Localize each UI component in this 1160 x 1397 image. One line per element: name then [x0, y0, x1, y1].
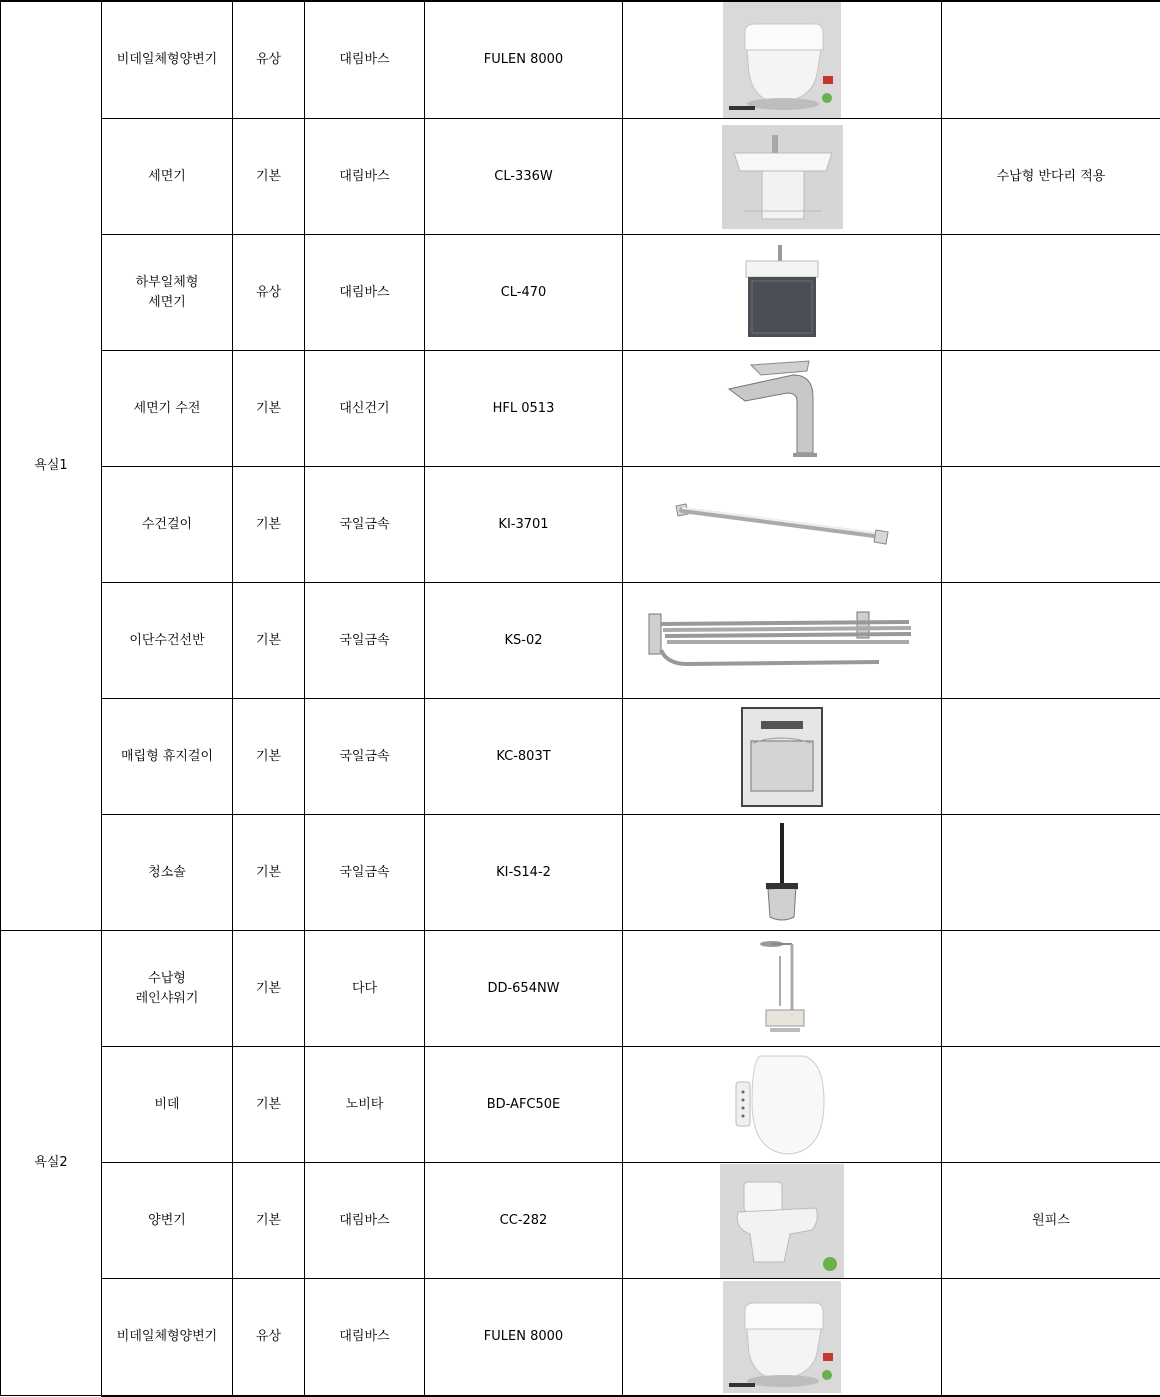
model-number: KS-02 — [504, 632, 543, 648]
note-cell — [942, 235, 1160, 351]
type-cell — [233, 1047, 305, 1163]
maker-cell — [305, 699, 425, 815]
vanity-cabinet-photo — [742, 241, 822, 345]
option-type: 기본 — [255, 864, 282, 880]
item-name: 비데 — [154, 1096, 180, 1112]
item-name: 청소솔 — [148, 864, 186, 880]
table-row — [1, 931, 1160, 1047]
item-name: 양변기 — [148, 1212, 186, 1228]
maker-cell — [305, 119, 425, 235]
model-number: CC-282 — [499, 1212, 548, 1228]
note-cell — [942, 931, 1160, 1047]
image-cell — [623, 1279, 942, 1396]
maker-cell — [305, 235, 425, 351]
model-cell — [425, 1, 623, 119]
option-type: 기본 — [255, 748, 282, 764]
note-cell — [942, 583, 1160, 699]
manufacturer: 대신건기 — [339, 400, 390, 416]
model-number: HFL 0513 — [492, 400, 555, 416]
manufacturer: 국일금속 — [339, 864, 390, 880]
manufacturer: 대림바스 — [339, 52, 390, 67]
maker-cell — [305, 1047, 425, 1163]
manufacturer: 국일금속 — [339, 632, 390, 648]
note-cell — [942, 699, 1160, 815]
maker-cell — [305, 351, 425, 467]
note-cell — [942, 815, 1160, 931]
room-name: 욕실2 — [34, 1155, 68, 1170]
toilet-brush-photo — [762, 821, 802, 925]
item-cell — [102, 1279, 233, 1396]
item-name: 비데일체형양변기 — [116, 1328, 218, 1344]
model-cell — [425, 815, 623, 931]
table-row — [1, 815, 1160, 931]
model-number: KI-S14-2 — [496, 864, 551, 880]
table-row — [1, 1047, 1160, 1163]
table-row — [1, 119, 1160, 235]
image-cell — [623, 351, 942, 467]
item-name: 세면기 — [148, 168, 186, 184]
image-cell — [623, 1, 942, 119]
option-type: 기본 — [255, 1096, 282, 1112]
manufacturer: 대림바스 — [339, 284, 390, 300]
type-cell — [233, 1163, 305, 1279]
model-number: FULEN 8000 — [483, 1328, 564, 1344]
image-cell — [623, 699, 942, 815]
room-cell — [1, 931, 102, 1396]
model-cell — [425, 467, 623, 583]
note-cell — [942, 351, 1160, 467]
model-number: KI-3701 — [498, 516, 549, 532]
maker-cell — [305, 467, 425, 583]
note-cell — [942, 1163, 1160, 1279]
item-name: 수건걸이 — [141, 516, 193, 532]
item-name: 비데일체형양변기 — [116, 52, 218, 67]
image-cell — [623, 583, 942, 699]
table-row — [1, 1, 1160, 119]
item-cell — [102, 699, 233, 815]
model-cell — [425, 119, 623, 235]
item-name: 세면기 수전 — [133, 400, 201, 416]
faucet-photo — [721, 357, 843, 461]
maker-cell — [305, 1279, 425, 1396]
maker-cell — [305, 1, 425, 119]
room-cell — [1, 1, 102, 931]
note-cell — [942, 1, 1160, 119]
item-cell — [102, 1, 233, 119]
manufacturer: 국일금속 — [339, 748, 390, 764]
table-row — [1, 1163, 1160, 1279]
smart-toilet-photo — [723, 1281, 841, 1393]
item-cell — [102, 467, 233, 583]
image-cell — [623, 1047, 942, 1163]
towel-shelf-photo — [647, 610, 917, 672]
item-cell — [102, 235, 233, 351]
image-cell — [623, 235, 942, 351]
item-name: 매립형 휴지걸이 — [120, 748, 214, 764]
table-row — [1, 467, 1160, 583]
option-type: 기본 — [255, 632, 282, 648]
type-cell — [233, 931, 305, 1047]
option-type: 기본 — [255, 1212, 282, 1228]
table-row — [1, 583, 1160, 699]
manufacturer: 대림바스 — [339, 168, 390, 184]
item-cell — [102, 351, 233, 467]
manufacturer: 대림바스 — [339, 1328, 390, 1344]
model-number: DD-654NW — [487, 980, 560, 996]
type-cell — [233, 815, 305, 931]
paper-holder-photo — [741, 707, 823, 807]
model-number: KC-803T — [496, 748, 551, 764]
towel-bar-photo — [672, 500, 892, 550]
model-number: BD-AFC50E — [486, 1096, 561, 1112]
manufacturer: 노비타 — [345, 1096, 384, 1112]
model-number: FULEN 8000 — [483, 52, 564, 67]
item-name: 수납형 레인샤워기 — [135, 970, 199, 1006]
table-row — [1, 235, 1160, 351]
maker-cell — [305, 931, 425, 1047]
type-cell — [233, 351, 305, 467]
type-cell — [233, 583, 305, 699]
model-cell — [425, 699, 623, 815]
option-type: 기본 — [255, 516, 282, 532]
image-cell — [623, 931, 942, 1047]
type-cell — [233, 467, 305, 583]
option-type: 기본 — [255, 168, 282, 184]
note-cell — [942, 1047, 1160, 1163]
item-name: 하부일체형 세면기 — [135, 274, 199, 310]
manufacturer: 국일금속 — [339, 516, 390, 532]
model-cell — [425, 351, 623, 467]
type-cell — [233, 1279, 305, 1396]
model-cell — [425, 235, 623, 351]
rain-shower-photo — [752, 936, 812, 1042]
maker-cell — [305, 1163, 425, 1279]
maker-cell — [305, 815, 425, 931]
option-type: 유상 — [255, 284, 282, 300]
table-row — [1, 351, 1160, 467]
toilet-photo — [720, 1164, 844, 1278]
note-cell — [942, 467, 1160, 583]
item-cell — [102, 583, 233, 699]
image-cell — [623, 815, 942, 931]
table-row — [1, 1279, 1160, 1396]
model-cell — [425, 1047, 623, 1163]
item-cell — [102, 815, 233, 931]
item-name: 이단수건선반 — [129, 632, 205, 648]
model-number: CL-336W — [494, 168, 553, 184]
option-type: 기본 — [255, 400, 282, 416]
type-cell — [233, 1, 305, 119]
model-number: CL-470 — [500, 284, 547, 300]
note-cell — [942, 119, 1160, 235]
model-cell — [425, 931, 623, 1047]
item-cell — [102, 1163, 233, 1279]
image-cell — [623, 1163, 942, 1279]
type-cell — [233, 699, 305, 815]
item-cell — [102, 1047, 233, 1163]
note-text: 원피스 — [1032, 1212, 1070, 1228]
option-type: 유상 — [255, 52, 282, 67]
image-cell — [623, 467, 942, 583]
item-cell — [102, 119, 233, 235]
option-type: 기본 — [255, 980, 282, 996]
maker-cell — [305, 583, 425, 699]
image-cell — [623, 119, 942, 235]
model-cell — [425, 1279, 623, 1396]
type-cell — [233, 235, 305, 351]
manufacturer: 다다 — [351, 980, 378, 996]
bidet-seat-photo — [732, 1052, 832, 1158]
model-cell — [425, 1163, 623, 1279]
note-cell — [942, 1279, 1160, 1396]
model-cell — [425, 583, 623, 699]
item-cell — [102, 931, 233, 1047]
smart-toilet-photo — [723, 2, 841, 118]
table-row — [1, 699, 1160, 815]
option-type: 유상 — [255, 1328, 282, 1344]
type-cell — [233, 119, 305, 235]
room-name: 욕실1 — [34, 458, 68, 473]
note-text: 수납형 반다리 적용 — [996, 168, 1106, 184]
manufacturer: 대림바스 — [339, 1212, 390, 1228]
washbasin-photo — [722, 125, 843, 229]
